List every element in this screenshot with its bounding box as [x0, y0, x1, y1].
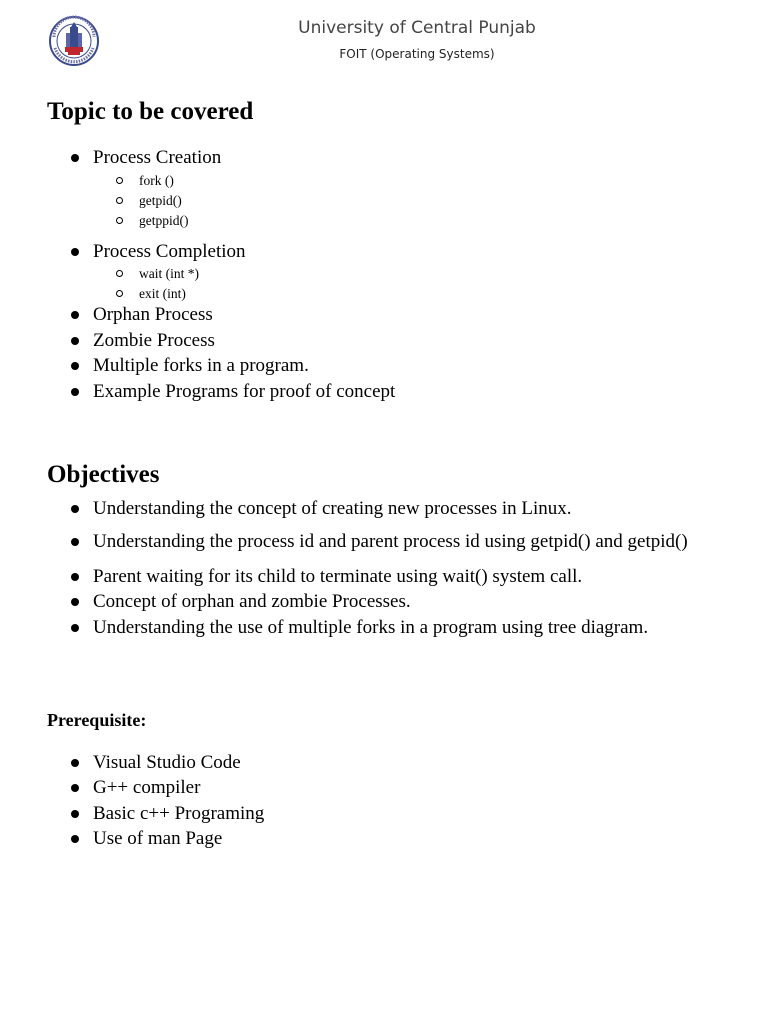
list-item	[47, 496, 737, 522]
list-item	[47, 564, 737, 590]
topics-list	[47, 145, 737, 405]
list-item	[93, 284, 737, 304]
prerequisite-section	[47, 708, 737, 852]
prerequisite-label: Visual Studio Code	[93, 751, 241, 773]
list-item	[47, 145, 737, 231]
subtopic-label: wait (int *)	[139, 266, 199, 282]
topics-section	[47, 95, 737, 405]
prerequisite-label: G++ compiler	[93, 777, 201, 799]
objective-label: Understanding the process id and parent process id using getpid() and getpid()	[93, 531, 688, 553]
subtopics-list	[93, 171, 737, 231]
objectives-section	[47, 458, 737, 641]
list-item	[47, 750, 737, 776]
prerequisite-heading: Prerequisite:	[47, 709, 147, 730]
list-item	[47, 239, 737, 305]
bullet-icon	[71, 573, 79, 581]
list-item	[93, 264, 737, 284]
circle-bullet-icon	[116, 217, 123, 224]
subtopic-label: exit (int)	[139, 286, 186, 302]
bullet-icon	[71, 538, 79, 546]
objective-label: Concept of orphan and zombie Processes.	[93, 591, 411, 613]
objective-label: Understanding the use of multiple forks in a program using tree diagram.	[93, 616, 649, 638]
bullet-icon	[71, 337, 79, 345]
bullet-icon	[71, 624, 79, 632]
objectives-list	[47, 496, 737, 641]
topic-label: Orphan Process	[93, 304, 213, 326]
prerequisite-label: Basic c++ Programing	[93, 802, 265, 824]
list-item	[47, 328, 737, 354]
objectives-heading: Objectives	[47, 460, 160, 488]
list-item	[93, 171, 737, 191]
course-name: FOIT (Operating Systems)	[339, 47, 495, 61]
circle-bullet-icon	[116, 270, 123, 277]
bullet-icon	[71, 810, 79, 818]
circle-bullet-icon	[116, 290, 123, 297]
list-item	[47, 529, 737, 555]
list-item	[47, 826, 737, 852]
objective-label: Parent waiting for its child to terminate using wait() system call.	[93, 565, 583, 587]
document-body	[47, 95, 737, 852]
bullet-icon	[71, 388, 79, 396]
bullet-icon	[71, 759, 79, 767]
list-item	[47, 801, 737, 827]
list-item	[47, 615, 737, 641]
topic-label: Example Programs for proof of concept	[93, 380, 396, 402]
bullet-icon	[71, 154, 79, 162]
list-item	[47, 353, 737, 379]
subtopic-label: getpid()	[139, 192, 182, 208]
subtopic-label: fork ()	[139, 172, 174, 188]
topic-label: Process Creation	[93, 147, 222, 168]
list-item	[93, 211, 737, 231]
topic-label: Process Completion	[93, 240, 246, 262]
objective-label: Understanding the concept of creating new processes in Linux.	[93, 497, 572, 519]
bullet-icon	[71, 362, 79, 370]
circle-bullet-icon	[116, 177, 123, 184]
bullet-icon	[71, 598, 79, 606]
list-item	[47, 589, 737, 615]
university-seal-icon	[46, 15, 102, 67]
list-item	[47, 775, 737, 801]
bullet-icon	[71, 835, 79, 843]
prerequisite-list	[47, 750, 737, 852]
circle-bullet-icon	[116, 197, 123, 204]
university-name: University of Central Punjab	[298, 18, 536, 38]
list-item	[47, 302, 737, 328]
subtopic-label: getppid()	[139, 212, 189, 228]
list-item	[93, 191, 737, 211]
page-header	[0, 0, 768, 80]
prerequisite-label: Use of man Page	[93, 828, 223, 850]
topic-label: Multiple forks in a program.	[93, 355, 309, 377]
bullet-icon	[71, 784, 79, 792]
topics-heading: Topic to be covered	[47, 98, 254, 125]
bullet-icon	[71, 248, 79, 256]
bullet-icon	[71, 311, 79, 319]
list-item	[47, 379, 737, 405]
topic-label: Zombie Process	[93, 329, 215, 351]
subtopics-list	[93, 264, 737, 304]
bullet-icon	[71, 505, 79, 513]
